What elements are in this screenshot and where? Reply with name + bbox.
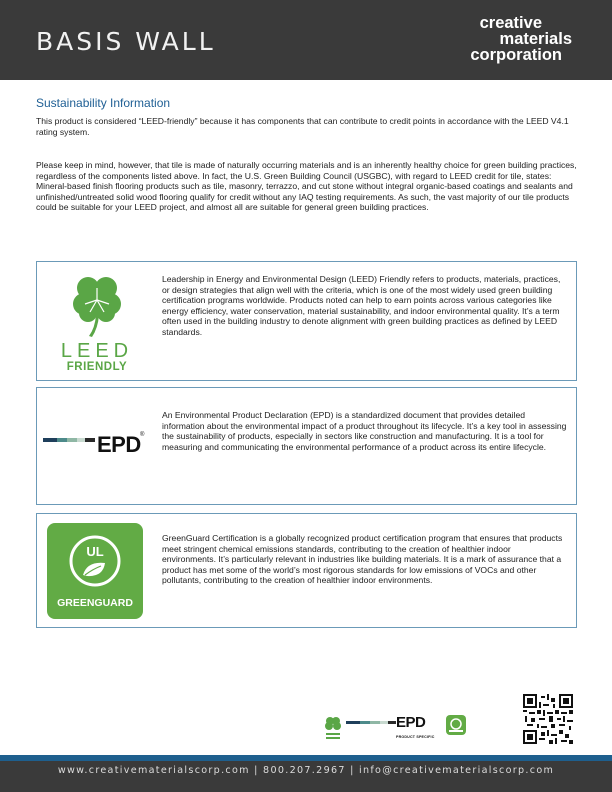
page-footer	[0, 761, 612, 792]
epd-small-word: EPD	[396, 714, 426, 731]
greenguard-logo-word: GREENGUARD	[57, 597, 133, 609]
leed-logo-subword: FRIENDLY	[66, 361, 128, 373]
epd-logo-word: EPD	[97, 432, 141, 457]
epd-small-bar-icon	[346, 720, 396, 726]
qr-code-icon[interactable]	[523, 694, 573, 744]
usgbc-paragraph: Please keep in mind, however, that tile is made of naturally occurring materials and is an inherently healthy choice for green building practices, regardless of the components listed above. In fact, the U.S. Green Building Council (USGBC), with regard to LEED credit for tile, states: Mineral-based finish flooring products such as tile, masonry, terrazzo, and cut stone without integral organic-based coatings and sealants and unfinished/untreated solid wood flooring qualify for credit without any IAQ testing requirements. As such, the vast majority of our tile products could be suitable for your LEED project, and almost all are suitable for general green building practices.	[36, 160, 577, 213]
greenguard-description: GreenGuard Certification is a globally recognized product certification program that ensures that products meet stringent chemical emissions standards, contributing to the creation of healthier indoor environments. It’s particularly relevant in industries like building materials. It is a mark of assurance that a product has met some of the world’s most rigorous standards for low emissions of VOCs and other pollutants, contributing to the creation of healthier indoor environments.	[162, 533, 563, 586]
epd-bar-segment	[57, 438, 67, 442]
footer-contact-line[interactable]: www.creativematerialscorp.com | 800.207.2967 | info@creativematerialscorp.com	[57, 765, 555, 776]
epd-card	[36, 387, 577, 505]
leed-friendly-logo	[57, 270, 137, 373]
intro-paragraph: This product is considered “LEED-friendly” because it has components that can contribute to credit points in accordance with the LEED V4.1 rating system.	[36, 116, 569, 137]
epd-small-subword: PRODUCT SPECIFIC	[396, 735, 435, 739]
greenguard-card	[36, 513, 577, 628]
greenguard-logo	[47, 523, 143, 619]
clover-icon	[57, 270, 137, 340]
product-title: BASIS WALL	[36, 27, 216, 56]
leed-small-icon	[322, 715, 344, 743]
ul-leaf-icon	[47, 523, 143, 597]
leed-card	[36, 261, 577, 381]
greenguard-small-icon	[446, 715, 466, 735]
leed-logo-word: LEED	[60, 340, 134, 362]
epd-logo	[43, 430, 153, 458]
company-logo	[470, 15, 572, 63]
epd-bar-segment	[43, 438, 57, 442]
brand-line-1: creative	[479, 14, 542, 32]
certification-logos	[322, 713, 467, 743]
brand-line-3: corporation	[470, 46, 562, 64]
page-header	[0, 0, 612, 80]
epd-registered-mark: ®	[140, 432, 145, 438]
leed-description: Leadership in Energy and Environmental Design (LEED) Friendly refers to products, materials, practices, or design strategies that align well with the criteria, which is one of the most widely used green building certification programs worldwide. Products noted can help to earn points across various categories like energy efficiency, water conservation, material sustainability, and indoor environmental quality. It’s a term often used in the building industry to denote alignment with green building practices as defined by LEED standards.	[162, 274, 561, 337]
epd-bar-segment	[77, 438, 85, 442]
section-heading: Sustainability Information	[36, 96, 171, 110]
epd-description: An Environmental Product Declaration (EPD) is a standardized document that provides detailed information about the environmental impact of a product throughout its lifecycle. It’s a key tool in assessing the sustainability of products, especially in sectors like construction and manufacturing. It is a tool for measuring and communicating the environmental performance of a product across its entire lifecycle.	[162, 410, 567, 452]
ul-mark: UL	[86, 544, 104, 559]
brand-line-2: materials	[499, 30, 572, 48]
epd-bar-segment	[67, 438, 77, 442]
epd-bar-segment	[85, 438, 95, 442]
